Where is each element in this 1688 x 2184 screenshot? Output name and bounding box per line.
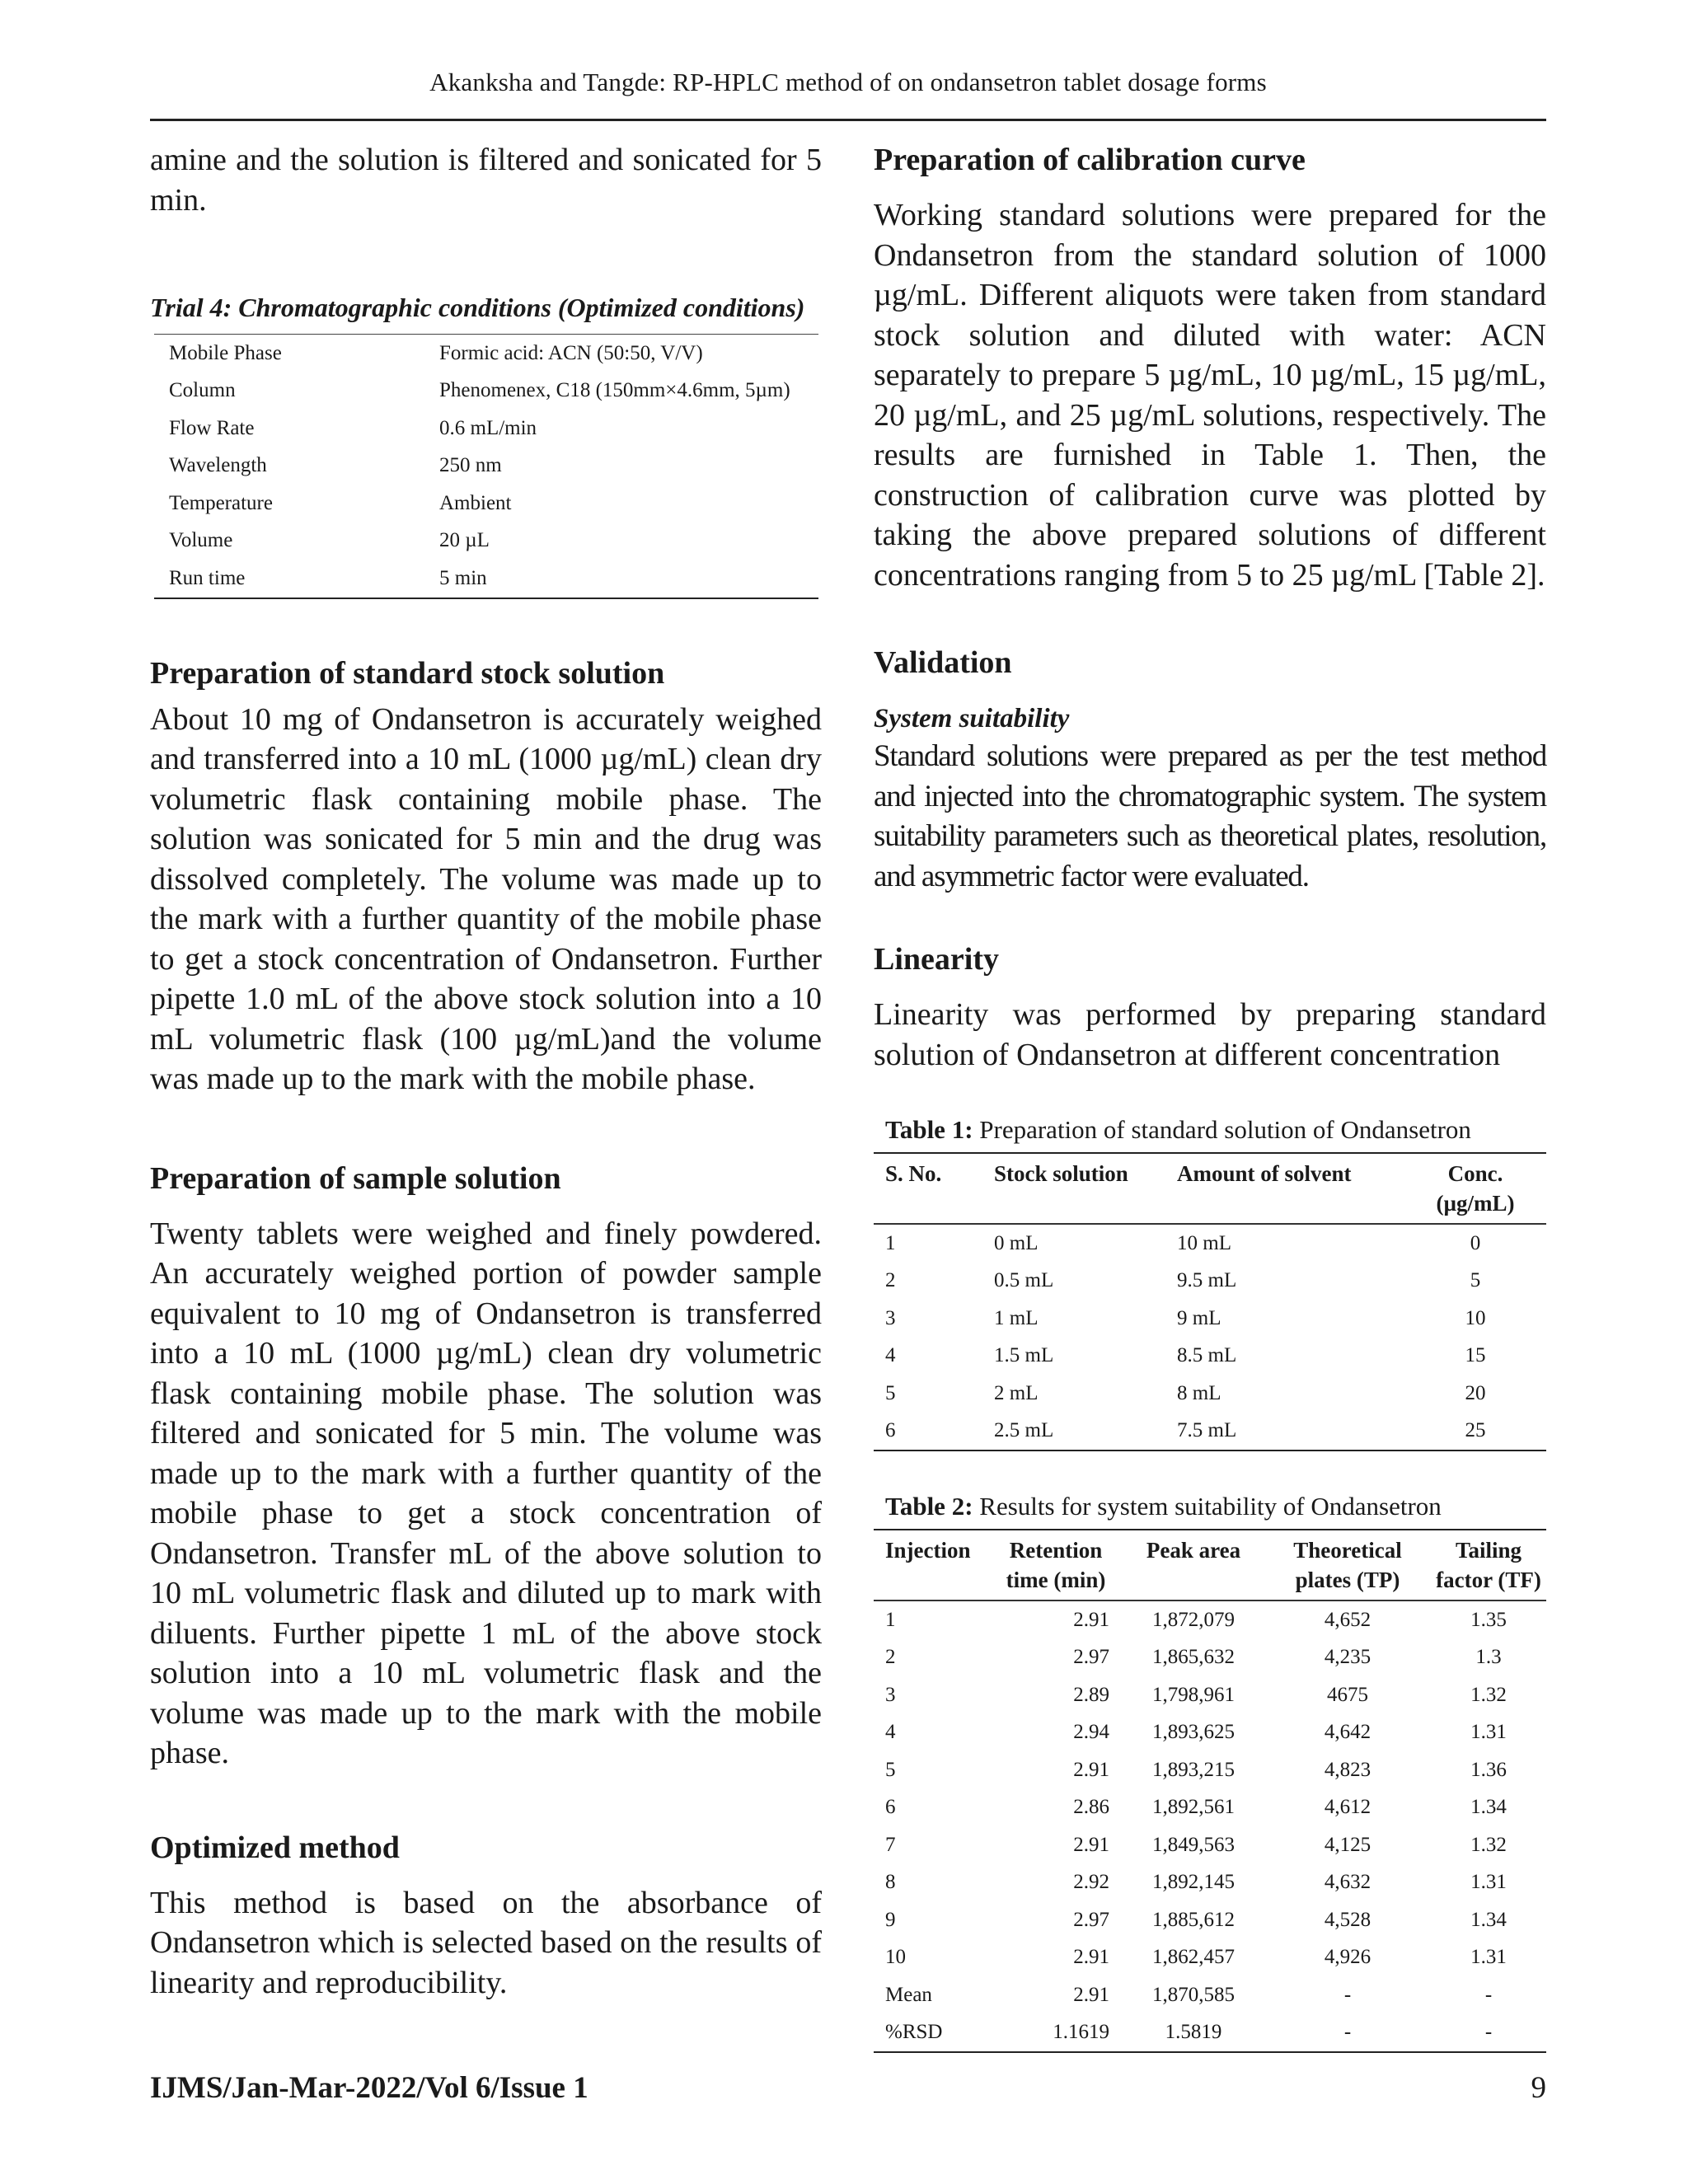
table2-caption-text: Results for system suitability of Ondansetron [979,1492,1442,1521]
table-cell: 1,862,457 [1152,1946,1235,1969]
table-cell: 1.31 [1470,1871,1507,1894]
table-cell: 2.5 mL [994,1419,1054,1442]
table-cell: 1.36 [1470,1758,1507,1781]
condition-value: 250 nm [439,454,502,477]
intro-paragraph: amine and the solution is filtered and sonicated for 5 min. [150,143,822,218]
table-row [874,1338,1546,1376]
table2-header-cell: Retention time (min) [1006,1538,1106,1592]
table-cell: 4 [885,1721,896,1744]
table-row [874,1375,1546,1413]
condition-key: Mobile Phase [169,341,282,364]
calibration-paragraph: Working standard solutions were prepared for the Ondansetron from the standard solution of 1000 µg/mL. Different aliquots were taken from standard stock solution and diluted with water: ACN separately to prepare 5 µg/mL, 10 µg/mL, 15 µg/mL, 20 µg/mL, and 25 µg/mL solutions, respectively. The results are furnished in Table 1. Then, the construction of calibration curve was plotted by taking the above prepared solutions of different concentrations ranging from 5 to 25 µg/mL [Table 2]. [874,198,1546,593]
system-suitability-subheading: System suitability [874,704,1070,733]
table2-header-row [874,1530,1546,1601]
condition-key: Run time [169,566,246,589]
table1 [874,1152,1546,1451]
table-cell: 4,235 [1324,1646,1372,1669]
table-cell: - [1484,2021,1493,2044]
table-cell: 3 [885,1306,896,1329]
table-cell: 8 [885,1871,896,1894]
table-cell: 2.91 [1073,1758,1109,1781]
calibration-heading: Preparation of calibration curve [874,143,1306,177]
linearity-heading: Linearity [874,942,999,977]
table-cell: 2.91 [1073,1833,1109,1856]
table-cell: 2 mL [994,1381,1039,1404]
table-cell: 8.5 mL [1177,1344,1237,1367]
table-cell: 6 [885,1796,896,1819]
table-row [874,1639,1546,1677]
table-cell: 2.89 [1073,1683,1109,1706]
table2-caption [885,1489,1546,1524]
table-cell: 4,528 [1324,1908,1372,1931]
table-cell: 1.31 [1470,1721,1507,1744]
table-cell: 4 [885,1344,896,1367]
table-row [874,1939,1546,1977]
table1-caption [885,1113,1546,1147]
table2-header-cell: Theoretical plates (TP) [1293,1538,1402,1592]
stock-paragraph: About 10 mg of Ondansetron is accurately weighed and transferred into a 10 mL (1000 µg/mL) clean dry volumetric flask containing mobile phase. The solution was sonicated for 5 min and the drug was dissolved completely. The volume was made up to the mark with a further quantity of the mobile phase to get a stock concentration of Ondansetron. Further pipette 1.0 mL of the above stock solution into a 10 mL volumetric flask (100 µg/mL)and the volume was made up to the mark with the mobile phase. [150,701,822,1096]
table-cell: 25 [1465,1419,1486,1442]
conditions-row [154,485,818,523]
table-cell: 3 [885,1683,896,1706]
table-row [874,1976,1546,2014]
table-cell: 1,849,563 [1152,1833,1235,1856]
table-cell: 1,865,632 [1152,1646,1235,1669]
trial4-title: Trial 4: Chromatographic conditions (Optimized conditions) [150,293,805,322]
table-cell: 2.91 [1073,1946,1109,1969]
table-cell: 1,892,561 [1152,1796,1235,1819]
table-cell: 5 [885,1758,896,1781]
optimized-heading: Optimized method [150,1830,400,1865]
table-cell: 1.35 [1470,1608,1507,1631]
table-cell: 5 [1470,1269,1481,1292]
table-row [874,1714,1546,1752]
table-cell: 1 [885,1608,896,1631]
table2-label: Table 2: [885,1492,973,1521]
table-cell: Mean [885,1983,932,2006]
table-cell: 7.5 mL [1177,1419,1237,1442]
right-column [874,140,1546,2053]
condition-value: 20 µL [439,529,490,552]
table-cell: 1.34 [1470,1908,1507,1931]
table2-header-cell: Tailing factor (TF) [1436,1538,1541,1592]
conditions-row [154,335,818,373]
condition-value: 0.6 mL/min [439,416,537,439]
table-cell: 4,642 [1324,1721,1372,1744]
validation-heading: Validation [874,645,1012,680]
table-cell: 1.31 [1470,1946,1507,1969]
table-cell: - [1343,1983,1352,2006]
condition-value: Formic acid: ACN (50:50, V/V) [439,341,703,364]
table-cell: 4,632 [1324,1871,1372,1894]
left-column [150,140,822,2003]
table-cell: 6 [885,1419,896,1442]
table-cell: 1,872,079 [1152,1608,1235,1631]
table2-header-cell: Peak area [1146,1538,1241,1563]
condition-value: 5 min [439,566,487,589]
condition-key: Temperature [169,491,273,514]
table1-header-cell: Conc. (µg/mL) [1436,1161,1515,1216]
table-row [874,1676,1546,1714]
table-cell: 2.97 [1073,1646,1109,1669]
table-cell: 20 [1465,1381,1486,1404]
header-rule [150,119,1546,121]
sample-heading: Preparation of sample solution [150,1160,561,1196]
condition-key: Column [169,379,236,402]
condition-key: Flow Rate [169,416,255,439]
table-cell: 1,885,612 [1152,1908,1235,1931]
table-cell: - [1484,1983,1493,2006]
table-cell: 1.5 mL [994,1344,1054,1367]
table-cell: 4,926 [1324,1946,1372,1969]
table1-header-cell: Stock solution [994,1161,1128,1186]
table-row [874,1826,1546,1864]
table-cell: 10 [1465,1306,1486,1329]
table-row [874,1864,1546,1902]
table2 [874,1529,1546,2053]
table-cell: 2.97 [1073,1908,1109,1931]
table-row [874,1901,1546,1939]
table-cell: 4675 [1327,1683,1368,1706]
table-cell: 1 mL [994,1306,1039,1329]
table-cell: 1,893,625 [1152,1721,1235,1744]
table-cell: 8 mL [1177,1381,1221,1404]
table-cell: 2.92 [1073,1871,1109,1894]
footer-page-number: 9 [1531,2071,1546,2105]
conditions-table [154,334,818,599]
table-row [874,1601,1546,1639]
table1-header-row [874,1153,1546,1224]
conditions-row [154,410,818,448]
table-cell: 1.32 [1470,1833,1507,1856]
table-row [874,1224,1546,1263]
table-cell: 5 [885,1381,896,1404]
table1-label: Table 1: [885,1115,973,1144]
table-cell: 4,652 [1324,1608,1372,1631]
table-cell: 1.5819 [1165,2021,1222,2044]
table2-header-cell: Injection [885,1538,971,1563]
stock-heading: Preparation of standard stock solution [150,655,665,691]
table-cell: 2.94 [1073,1721,1109,1744]
table-cell: 2.86 [1073,1796,1109,1819]
table-cell: 15 [1465,1344,1486,1367]
conditions-row [154,373,818,410]
table-cell: 1,892,145 [1152,1871,1235,1894]
table-row [874,1413,1546,1451]
table-cell: 0 mL [994,1231,1039,1254]
system-suitability-paragraph: Standard solutions were prepared as per the test method and injected into the chromatographic system. The system suitability parameters such as theoretical plates, resolution, and asymmetric factor were evaluated. [874,739,1546,893]
table-cell: 7 [885,1833,896,1856]
condition-value: Ambient [439,491,512,514]
conditions-row [154,448,818,485]
table-cell: 10 mL [1177,1231,1231,1254]
table-cell: 1.32 [1470,1683,1507,1706]
table1-header-cell: Amount of solvent [1177,1161,1352,1186]
table-row [874,1300,1546,1338]
table-row [874,1263,1546,1301]
table-cell: 0.5 mL [994,1269,1054,1292]
table-cell: 1,798,961 [1152,1683,1235,1706]
table-row [874,1789,1546,1827]
sample-paragraph: Twenty tablets were weighed and finely powdered. An accurately weighed portion of powder sample equivalent to 10 mg of Ondansetron is transferred into a 10 mL (1000 µg/mL) clean dry volumetric flask containing mobile phase. The solution was filtered and sonicated for 5 min. The volume was made up to the mark with a further quantity of the mobile phase to get a stock concentration of Ondansetron. Transfer mL of the above solution to 10 mL volumetric flask and diluted up to mark with diluents. Further pipette 1 mL of the above stock solution into a 10 mL volumetric flask and the volume was made up to the mark with the mobile phase. [150,1216,822,1770]
table-cell: 9 mL [1177,1306,1221,1329]
table1-caption-text: Preparation of standard solution of Ondansetron [979,1115,1471,1144]
table-cell: 0 [1470,1231,1481,1254]
table-cell: 4,612 [1324,1796,1372,1819]
table1-header-cell: S. No. [885,1161,942,1186]
table-cell: 4,823 [1324,1758,1372,1781]
table-cell: 9.5 mL [1177,1269,1237,1292]
conditions-row [154,523,818,560]
table-cell: - [1343,2021,1352,2044]
table-row [874,2014,1546,2053]
running-header: Akanksha and Tangde: RP-HPLC method of on ondansetron tablet dosage forms [429,68,1267,96]
footer-journal: IJMS/Jan-Mar-2022/Vol 6/Issue 1 [150,2071,588,2105]
table-cell: 1,893,215 [1152,1758,1235,1781]
table-cell: %RSD [885,2021,943,2044]
condition-key: Volume [169,529,233,552]
table-cell: 1.34 [1470,1796,1507,1819]
condition-value: Phenomenex, C18 (150mm×4.6mm, 5µm) [439,379,790,402]
table-row [874,1751,1546,1789]
conditions-row [154,560,818,598]
table-cell: 4,125 [1324,1833,1372,1856]
table-cell: 1.1619 [1053,2021,1109,2044]
optimized-paragraph: This method is based on the absorbance of Ondansetron which is selected based on the results of linearity and reproducibility. [150,1885,822,2000]
table-cell: 9 [885,1908,896,1931]
table-cell: 2.91 [1073,1983,1109,2006]
table-cell: 2 [885,1646,896,1669]
table-cell: 2.91 [1073,1608,1109,1631]
table-cell: 2 [885,1269,896,1292]
condition-key: Wavelength [169,454,267,477]
table-cell: 1 [885,1231,896,1254]
linearity-paragraph: Linearity was performed by preparing standard solution of Ondansetron at different concentration [874,997,1546,1072]
table-cell: 1.3 [1475,1646,1502,1669]
table-cell: 1,870,585 [1152,1983,1235,2006]
table-cell: 10 [885,1946,906,1969]
